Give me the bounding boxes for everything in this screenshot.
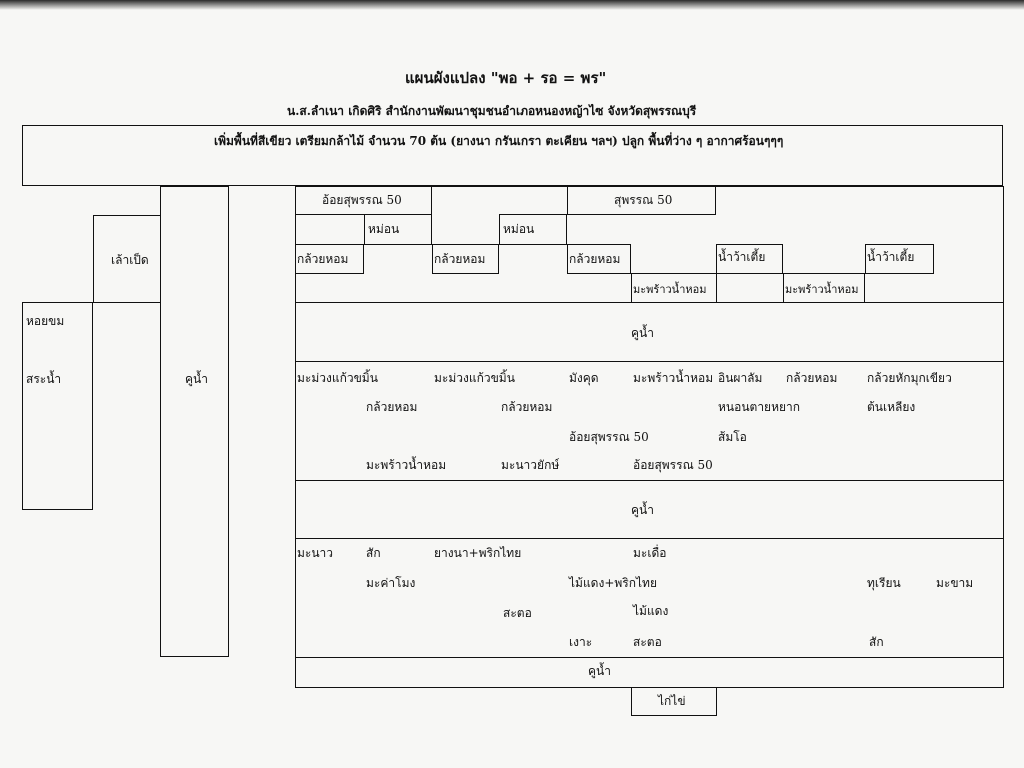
ditch-3-label: คูน้ำ xyxy=(588,664,611,678)
mid-r2-3: หนอนตายหยาก xyxy=(718,400,801,414)
suphan-label: สุพรรณ 50 xyxy=(614,193,673,207)
pond-label: สระน้ำ xyxy=(26,372,62,386)
oi-label: อ้อยสุพรรณ 50 xyxy=(322,193,402,207)
pot-label-1: หม่อน xyxy=(368,222,400,236)
ditch-2-label: คูน้ำ xyxy=(631,503,654,517)
scan-shadow xyxy=(0,0,1024,10)
pot-label-2: หม่อน xyxy=(503,222,535,236)
bot-r1-4: มะเดื่อ xyxy=(633,546,667,560)
bot-r2-1: มะค่าโมง xyxy=(366,576,416,590)
chicken-label: ไก่ไข่ xyxy=(658,694,686,708)
mid-r1-2: มะม่วงแก้วขมิ้น xyxy=(434,371,515,385)
page-title: แผนผังแปลง "พอ + รอ = พร" xyxy=(405,69,607,87)
pond-box xyxy=(22,302,93,510)
mid-r1-5: อินผาลัม xyxy=(718,371,763,385)
bot-r2-3: ทุเรียน xyxy=(867,576,901,590)
mid-r1-1: มะม่วงแก้วขมิ้น xyxy=(297,371,378,385)
mid-r2-4: ต้นเหลียง xyxy=(867,400,916,414)
left-divider xyxy=(93,302,161,303)
banana-label-3: กล้วยหอม xyxy=(569,252,621,266)
bot-r1-3: ยางนา+พริกไทย xyxy=(434,546,522,560)
mid-r1-4: มะพร้าวน้ำหอม xyxy=(633,371,714,385)
bot-r2-2: ไม้แดง+พริกไทย xyxy=(569,576,657,590)
mid-r1-3: มังคุด xyxy=(569,371,599,385)
banana-label-2: กล้วยหอม xyxy=(434,252,486,266)
page-subtitle: น.ส.ลำเนา เกิดศิริ สำนักงานพัฒนาชุมชนอำเภอหนองหญ้าไซ จังหวัดสุพรรณบุรี xyxy=(287,104,697,118)
mid-r3-1: อ้อยสุพรรณ 50 xyxy=(569,430,649,444)
mid-r4-2: มะนาวยักษ์ xyxy=(501,458,560,472)
bot-r4-3: สัก xyxy=(869,635,884,649)
bot-r1-1: มะนาว xyxy=(297,546,334,560)
bot-r2-4: มะขาม xyxy=(936,576,974,590)
vertical-ditch xyxy=(160,186,229,657)
mid-r1-7: กล้วยหักมุกเขียว xyxy=(867,371,952,385)
coconut-label-1: มะพร้าวน้ำหอม xyxy=(633,283,707,296)
bot-r3-1: สะตอ xyxy=(503,606,532,620)
banana-label-1: กล้วยหอม xyxy=(297,252,349,266)
mid-r1-6: กล้วยหอม xyxy=(786,371,838,385)
guava-label-2: น้ำว้าเตี้ย xyxy=(867,250,915,264)
guava-label-1: น้ำว้าเตี้ย xyxy=(718,250,766,264)
ditch-2-top xyxy=(295,480,1004,481)
vertical-ditch-label: คูน้ำ xyxy=(185,372,208,386)
mid-r4-3: อ้อยสุพรรณ 50 xyxy=(633,458,713,472)
ditch-1-label: คูน้ำ xyxy=(631,326,654,340)
ditch-1-top xyxy=(295,302,1004,303)
mid-r3-2: ส้มโอ xyxy=(718,430,747,444)
coconut-label-2: มะพร้าวน้ำหอม xyxy=(785,283,859,296)
snail-label: หอยขม xyxy=(26,314,65,328)
mid-r2-2: กล้วยหอม xyxy=(501,400,553,414)
bot-r4-1: เงาะ xyxy=(569,635,593,649)
ditch-2-bottom xyxy=(295,538,1004,539)
banner-text: เพิ่มพื้นที่สีเขียว เตรียมกล้าไม้ จำนวน 70 ต้น (ยางนา กรันเกรา ตะเคียน ฯลฯ) ปลูก พื้นที่ว่าง ๆ อากาศร้อนๆๆๆ xyxy=(214,134,784,148)
ditch-1-bottom xyxy=(295,361,1004,362)
bot-r1-2: สัก xyxy=(366,546,381,560)
bot-r3-2: ไม้แดง xyxy=(633,604,669,618)
mid-r2-1: กล้วยหอม xyxy=(366,400,418,414)
duck-house-label: เล้าเป็ด xyxy=(111,253,149,267)
bot-r4-2: สะตอ xyxy=(633,635,662,649)
ditch-3-top xyxy=(295,657,1004,658)
mid-r4-1: มะพร้าวน้ำหอม xyxy=(366,458,447,472)
